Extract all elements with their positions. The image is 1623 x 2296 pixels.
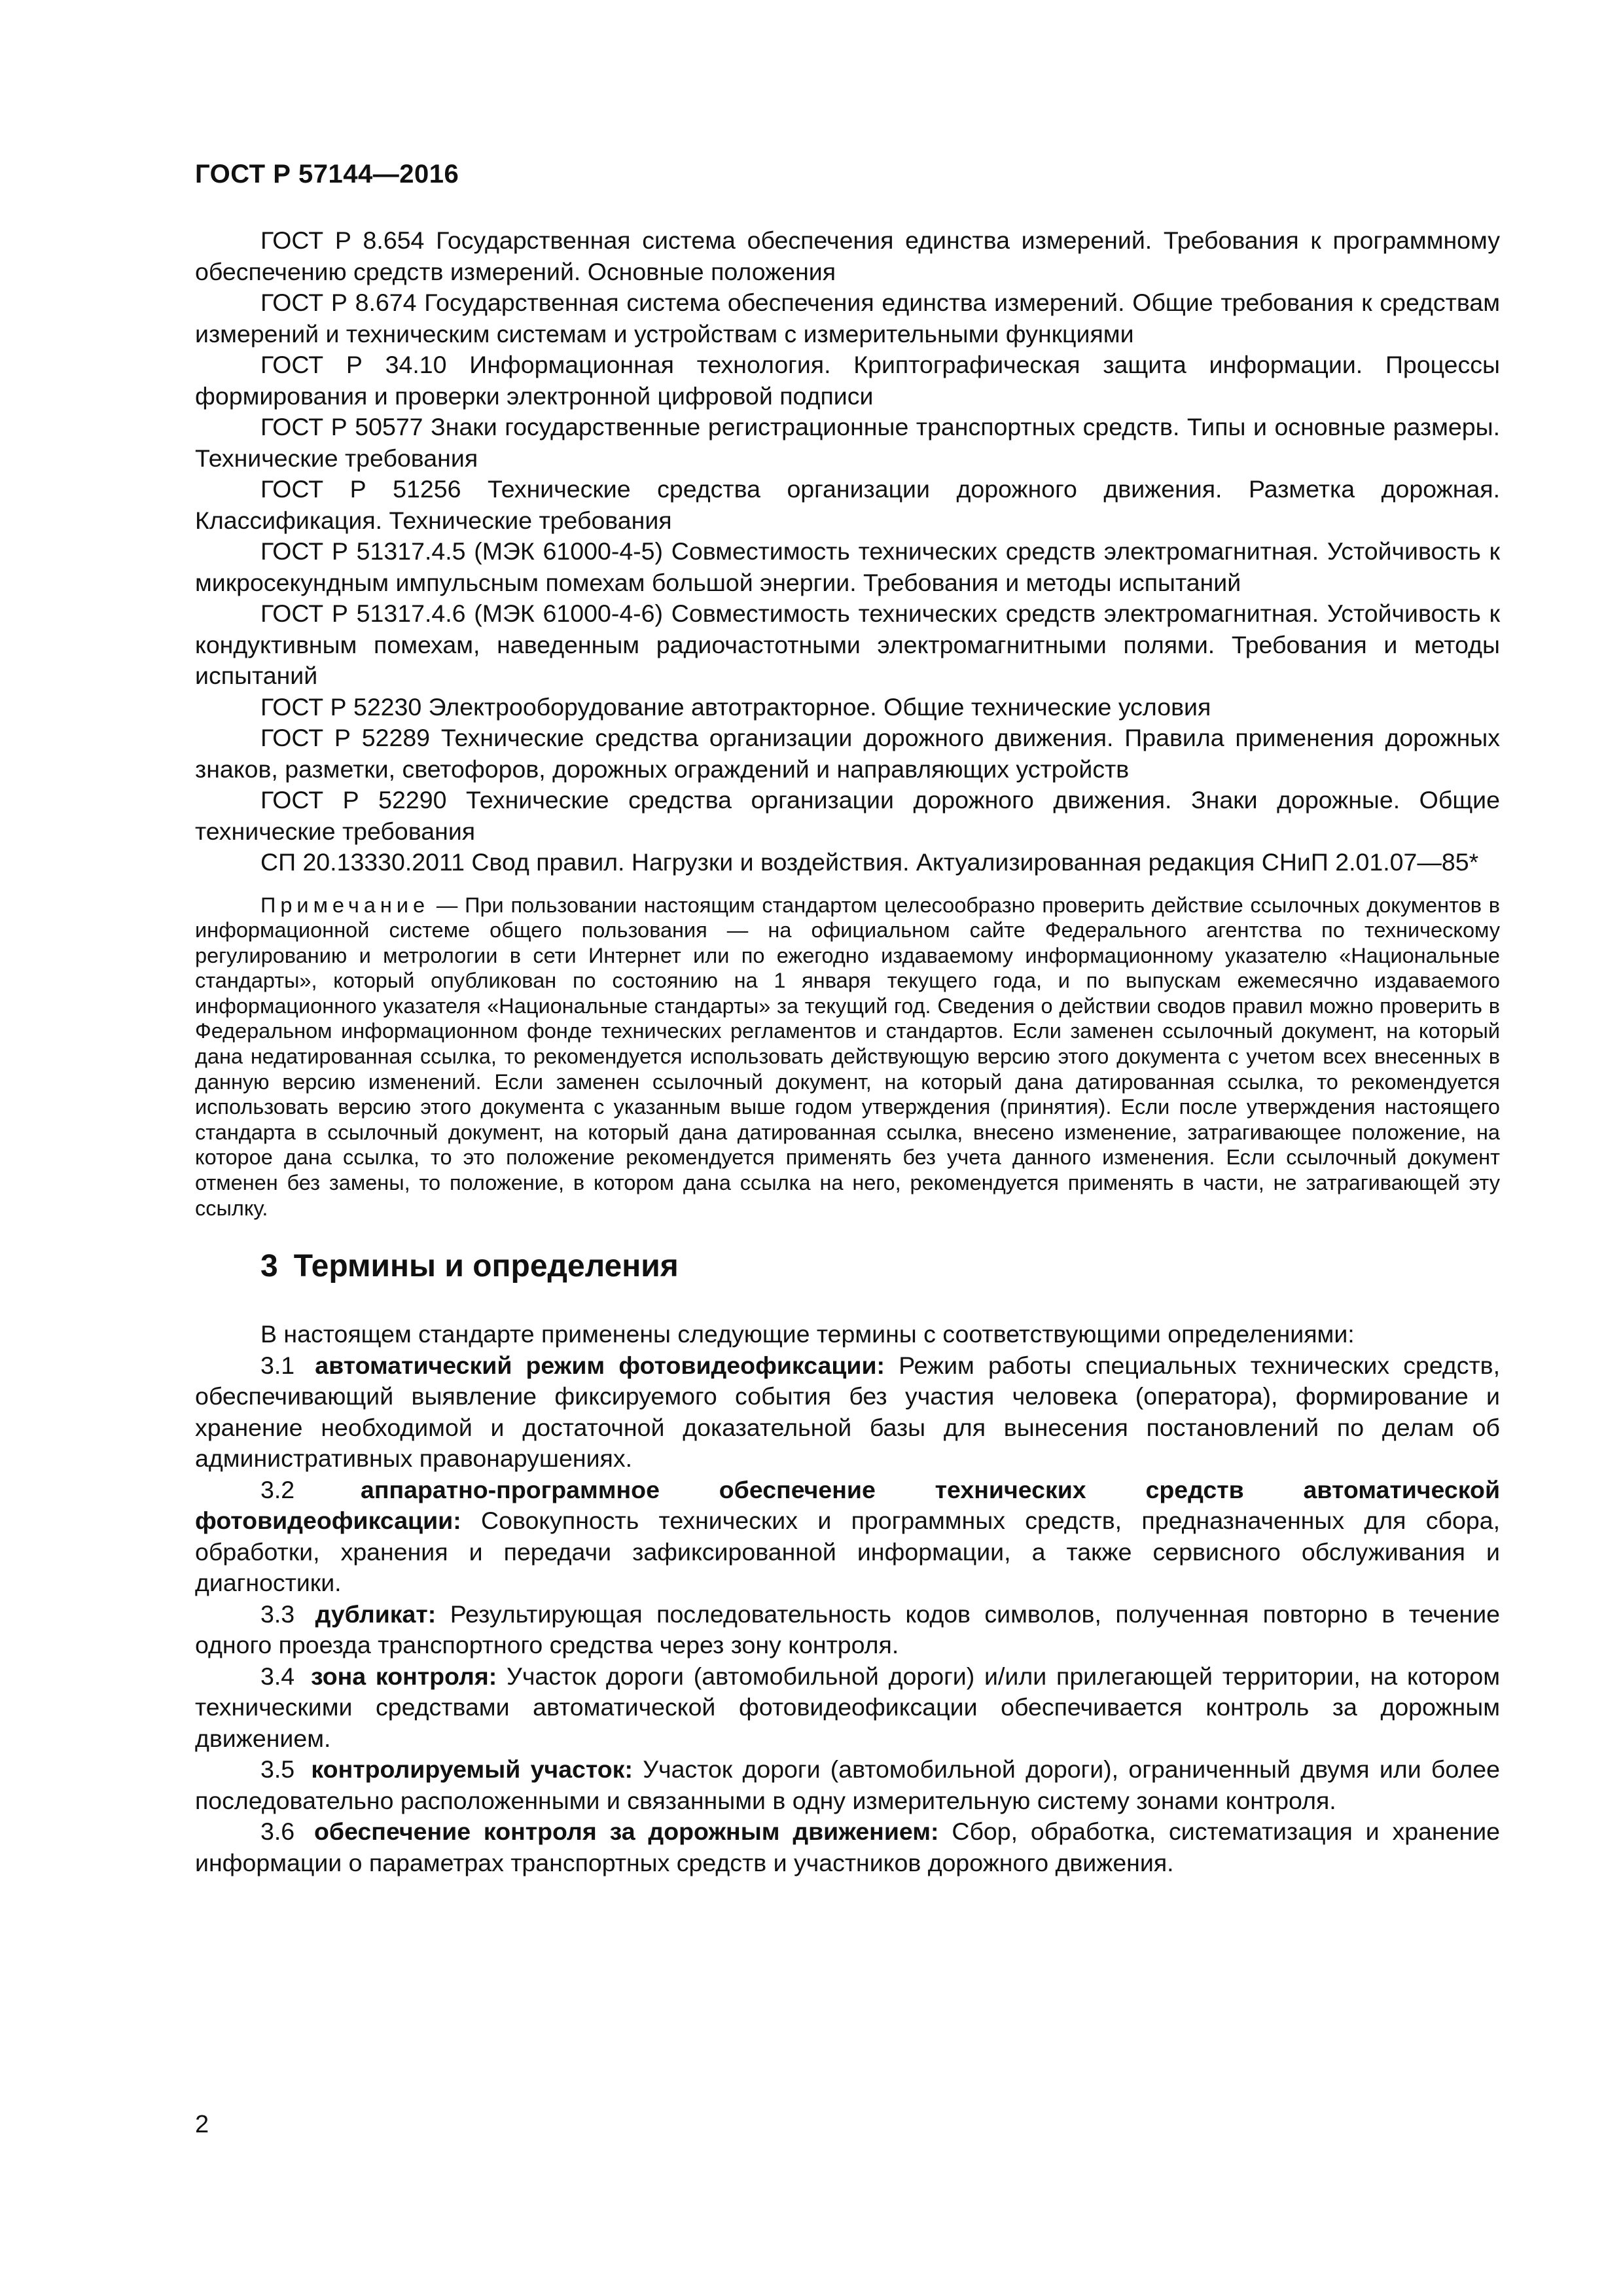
reference-item: ГОСТ Р 51317.4.6 (МЭК 61000-4-6) Совместимость технических средств электромагнитная. Устойчивость к кондуктивным помехам, наведенным радиочастотными электромагнитными полями. Требования и методы испытаний: [195, 600, 1500, 689]
term-definition: Участок дороги (автомобильной дороги), ограниченный двумя или более последовательно расположенными и связанными в одну измерительную систему зонами контроля.: [195, 1755, 1501, 1814]
term-entry: [195, 1754, 1500, 1816]
section-title: Термины и определения: [293, 1249, 679, 1284]
term-definition: Сбор, обработка, систематизация и хранение информации о параметрах транспортных средств и участников дорожного движения.: [195, 1818, 1501, 1876]
reference-item: ГОСТ Р 50577 Знаки государственные регистрационные транспортных средств. Типы и основные размеры. Технические требования: [195, 413, 1500, 472]
reference-item: ГОСТ Р 51256 Технические средства организации дорожного движения. Разметка дорожная. Классификация. Технические требования: [195, 475, 1500, 534]
term-name: зона контроля:: [310, 1662, 497, 1690]
reference-item: ГОСТ Р 52230 Электрооборудование автотракторное. Общие технические условия: [260, 692, 1211, 721]
section-number: 3: [260, 1249, 278, 1284]
reference-item: ГОСТ Р 8.674 Государственная система обеспечения единства измерений. Общие требования к средствам измерений и техническим системам и устройствам с измерительными функциями: [195, 289, 1500, 348]
term-entry: [195, 1661, 1500, 1755]
term-entry: [195, 1599, 1500, 1661]
term-name: контролируемый участок:: [311, 1755, 633, 1784]
term-number: 3.3: [260, 1600, 295, 1628]
page-number: 2: [195, 2111, 209, 2138]
reference-item: ГОСТ Р 51317.4.5 (МЭК 61000-4-5) Совместимость технических средств электромагнитная. Устойчивость к микросекундным импульсным помехам большой энергии. Требования и методы испытаний: [195, 537, 1500, 596]
section-heading: [195, 1247, 1500, 1286]
reference-item: ГОСТ Р 8.654 Государственная система обеспечения единства измерений. Требования к программному обеспечению средств измерений. Основные положения: [195, 226, 1500, 285]
reference-item: ГОСТ Р 52289 Технические средства организации дорожного движения. Правила применения дорожных знаков, разметки, светофоров, дорожных ограждений и направляющих устройств: [195, 724, 1500, 783]
term-definition: Участок дороги (автомобильной дороги) и/или прилегающей территории, на котором техническими средствами автоматической фотовидеофиксации обеспечивается контроль за дорожным движением.: [195, 1662, 1500, 1752]
term-entry: [195, 1350, 1500, 1475]
term-definition: Режим работы специальных технических средств, обеспечивающий выявление фиксируемого события без участия человека (оператора), формирование и хранение необходимой и достаточной доказательной базы для вынесения постановлений по делам об административных правонарушениях.: [195, 1351, 1501, 1473]
normative-references-list: [195, 225, 1500, 878]
note-block: [195, 893, 1500, 1221]
page-content: [195, 225, 1500, 1878]
term-number: 3.5: [260, 1755, 295, 1784]
term-entry: [195, 1475, 1500, 1599]
note-text: — При пользовании настоящим стандартом целесообразно проверить действие ссылочных документов в информационной системе общего пользования — на официальном сайте Федерального агентства по техническому регулированию и метрологии в сети Интернет или по ежегодно издаваемому информационному указателю «Национальные стандарты», который опубликован по состоянию на 1 января текущего года, и по выпускам ежемесячно издаваемого информационного указателя «Национальные стандарты» за текущий год. Сведения о действии сводов правил можно проверить в Федеральном информационном фонде технических регламентов и стандартов. Если заменен ссылочный документ, на который дана недатированная ссылка, то рекомендуется использовать действующую версию этого документа с учетом всех внесенных в данную версию изменений. Если заменен ссылочный документ, на который дана датированная ссылка, то рекомендуется использовать версию этого документа с указанным выше годом утверждения (принятия). Если после утверждения настоящего стандарта в ссылочный документ, на который дана датированная ссылка, внесено изменение, затрагивающее положение, на которое дана ссылка, то это положение рекомендуется применять без учета данного изменения. Если ссылочный документ отменен без замены, то положение, в котором дана ссылка на него, рекомендуется применять в части, не затрагивающей эту ссылку.: [195, 893, 1500, 1220]
terms-list: [195, 1319, 1500, 1878]
term-definition: Результирующая последовательность кодов символов, полученная повторно в течение одного проезда транспортного средства через зону контроля.: [195, 1600, 1500, 1659]
document-header: ГОСТ Р 57144—2016: [195, 160, 459, 188]
term-number: 3.2: [260, 1475, 295, 1503]
reference-item: ГОСТ Р 52290 Технические средства организации дорожного движения. Знаки дорожные. Общие технические требования: [195, 786, 1500, 845]
term-definition: Совокупность технических и программных средств, предназначенных для сбора, обработки, хранения и передачи зафиксированной информации, а также сервисного обслуживания и диагностики.: [195, 1507, 1501, 1597]
term-number: 3.1: [260, 1351, 295, 1379]
term-name: аппаратно-программное обеспечение технических средств автоматической фотовидеофиксации:: [195, 1475, 1500, 1535]
term-name: автоматический режим фотовидеофиксации:: [315, 1351, 885, 1379]
reference-item: СП 20.13330.2011 Свод правил. Нагрузки и воздействия. Актуализированная редакция СНиП 2.01.07—85*: [260, 848, 1479, 876]
section-intro: В настоящем стандарте применены следующие термины с соответствующими определениями:: [260, 1320, 1355, 1348]
reference-item: ГОСТ Р 34.10 Информационная технология. Криптографическая защита информации. Процессы формирования и проверки электронной цифровой подписи: [195, 351, 1500, 410]
term-number: 3.6: [260, 1818, 295, 1846]
term-entry: [195, 1816, 1500, 1878]
term-name: дубликат:: [315, 1600, 437, 1628]
note-label: Примечание: [260, 893, 430, 917]
term-number: 3.4: [260, 1662, 295, 1690]
term-name: обеспечение контроля за дорожным движением:: [314, 1818, 939, 1846]
